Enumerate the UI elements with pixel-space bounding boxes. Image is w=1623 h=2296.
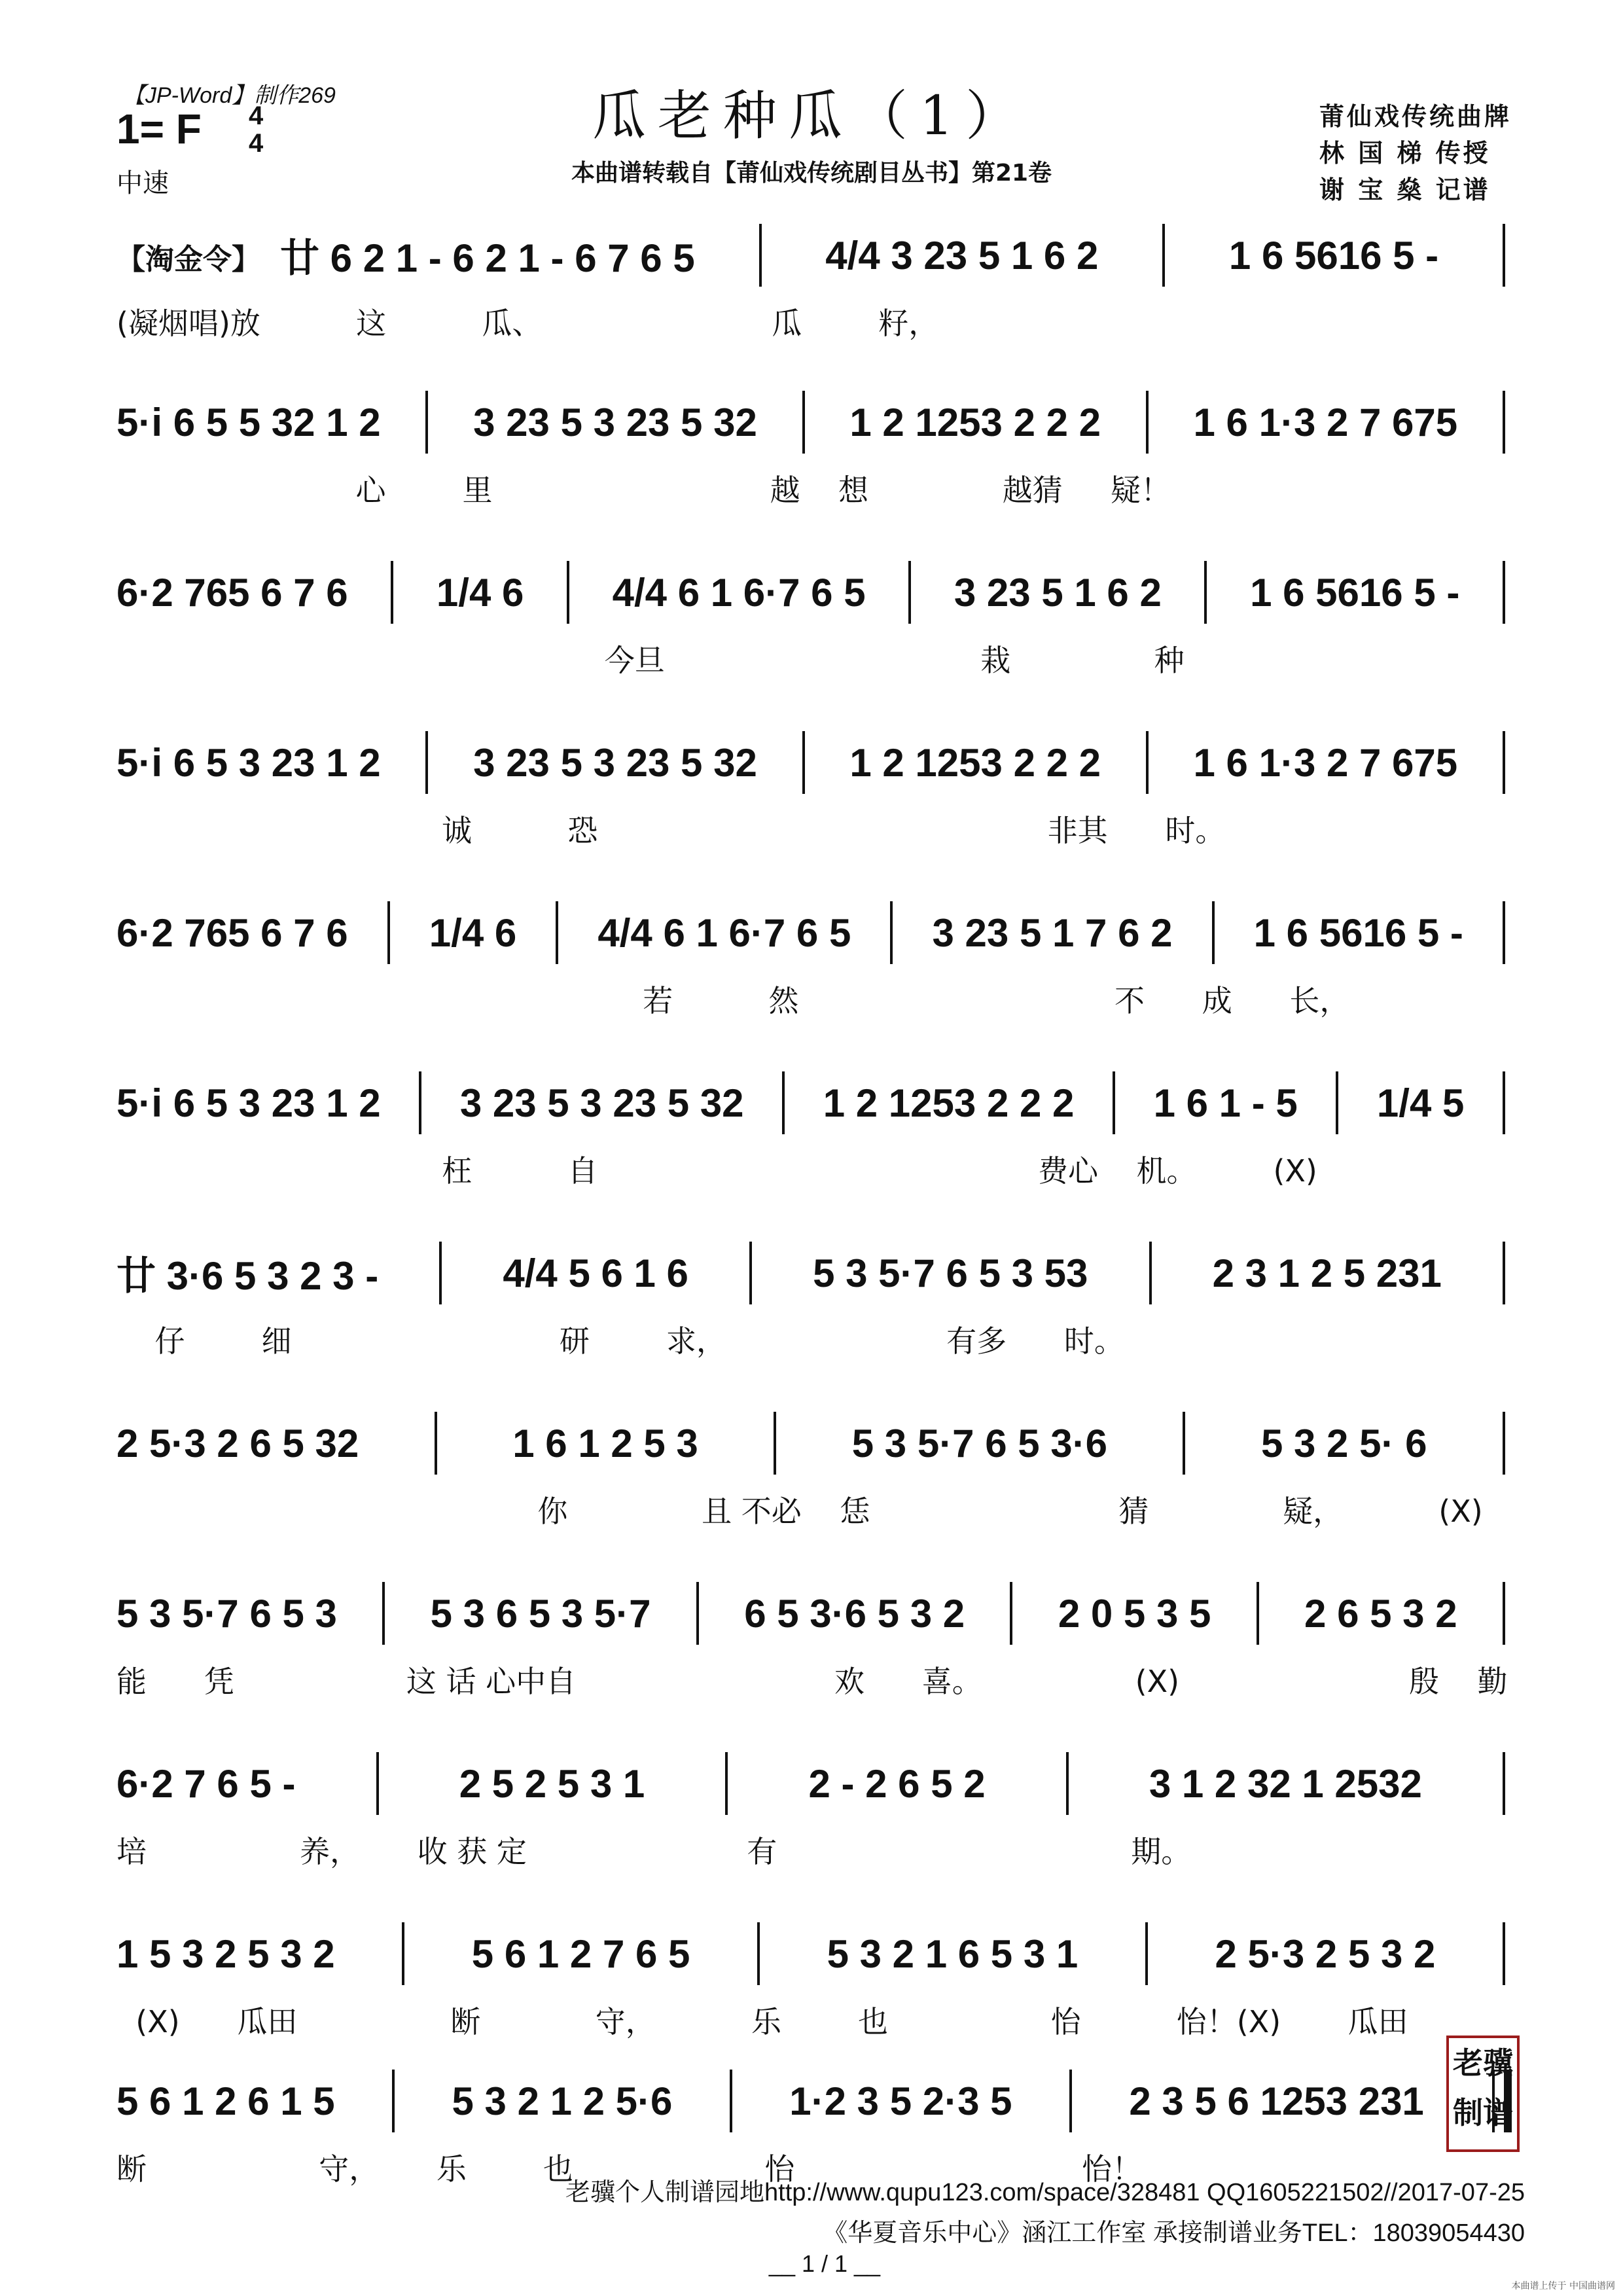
barline [1066,1752,1069,1815]
notation-line [116,893,1512,972]
barline [1146,391,1149,454]
measure: 4/4 6 1 6·7 6 5 [612,570,866,615]
barline [1503,731,1505,794]
measure: 2 5·3 2 6 5 32 [116,1421,359,1465]
barline [759,224,762,287]
measure: 3 23 5 1 6 2 [954,570,1162,615]
barline [757,1922,760,1985]
lyrics-line: 你 且 不必 恁 猜 疑， (X) [116,1494,1483,1529]
barline [387,901,390,964]
measure: 6 5 3·6 5 3 2 [744,1591,965,1636]
measure: 6·2 765 6 7 6 [116,910,348,955]
measure: 4/4 6 1 6·7 6 5 [597,910,851,955]
barline [419,1071,421,1134]
barline [402,1922,404,1985]
barline [1113,1071,1115,1134]
lyrics-line: 枉 自 费心 机。 (X) [116,1153,1317,1189]
barline [1149,1242,1152,1304]
barline [1503,1922,1505,1985]
measure: 1 6 1·3 2 7 675 [1193,740,1458,785]
measure: 廿 6 2 1 - 6 2 1 - 6 7 6 5 [280,236,695,280]
measure: 5 3 2 5· 6 [1260,1421,1427,1465]
measure: 1/4 6 [436,570,524,615]
measure: 5 3 2 1 2 5·6 [452,2079,673,2123]
notation-line [116,1744,1512,1823]
barline [1503,1242,1505,1304]
barline [908,561,911,624]
notation-line [116,553,1512,632]
measure: 1 6 5616 5 - [1250,570,1460,615]
uploader-note: 本曲谱上传于 中国曲谱网 [1511,2281,1615,2291]
barline [1336,1071,1338,1134]
measure: 5 3 5·7 6 5 3 [116,1591,337,1636]
credit-line-3: 谢 宝 燊 记谱 [1319,175,1491,204]
barline [376,1752,379,1815]
measure: 3 23 5 3 23 5 32 [473,400,757,444]
barline [1212,901,1215,964]
measure: 2 0 5 3 5 [1058,1591,1211,1636]
measure: 4/4 5 6 1 6 [503,1251,688,1295]
page-number: __ 1 / 1 __ [768,2250,881,2277]
meter-bottom: 4 [249,129,264,158]
barline [1010,1582,1012,1645]
barline [749,1242,752,1304]
measure: 1 2 1253 2 2 2 [823,1081,1075,1125]
lyrics-line: 断 守， 乐 也 怡 怡！ [116,2151,1143,2187]
barline [1503,391,1505,454]
notation-line [116,1404,1512,1482]
measure: 1/4 6 [429,910,517,955]
lyrics-line: 能 凭 这 话 心中自 欢 喜。 (X) 殷 勤 [116,1664,1508,1699]
barline [802,731,805,794]
barline [556,901,558,964]
measure: 廿 3·6 5 3 2 3 - [116,1254,379,1298]
measure: 2 6 5 3 2 [1304,1591,1457,1636]
measure: 3 1 2 32 1 2532 [1149,1761,1422,1806]
lyrics-line: 仔 细 研 求， 有多 时。 [116,1323,1124,1359]
measure: 5 6 1 2 7 6 5 [471,1931,690,1976]
measure: 2 5 2 5 3 1 [459,1761,645,1806]
measure: 1 6 5616 5 - [1228,233,1439,278]
lyrics-line: 心 里 越 想 越猜 疑！ [116,473,1171,508]
lyrics-line: (X) 瓜田 断 守， 乐 也 怡 怡！(X) 瓜田 [116,2004,1408,2039]
measure: 1 2 1253 2 2 2 [849,740,1101,785]
measure: 1·2 3 5 2·3 5 [789,2079,1012,2123]
barline [696,1582,699,1645]
notation-line [116,1574,1512,1653]
measure: 1 6 1 - 5 [1153,1081,1298,1125]
measure: 6·2 765 6 7 6 [116,570,348,615]
credits-block [1319,98,1512,208]
barline [1503,901,1505,964]
stamp-line-1: 老骥 [1453,2045,1513,2081]
measure: 5 6 1 2 6 1 5 [116,2079,335,2123]
notation-line [116,383,1512,461]
measure: 1 6 1·3 2 7 675 [1193,400,1458,444]
barline [439,1242,442,1304]
barline [1146,731,1149,794]
barline [1503,561,1505,624]
measure: 3 23 5 1 7 6 2 [932,910,1173,955]
measure: 3 23 5 3 23 5 32 [473,740,757,785]
measure: 5 3 5·7 6 5 3 53 [813,1251,1088,1295]
barline [802,391,805,454]
tune-label: 【淘金令】 [116,243,260,276]
barline [1503,1582,1505,1645]
measure: 2 - 2 6 5 2 [808,1761,986,1806]
measure: 2 3 5 6 1253 231 [1129,2079,1435,2123]
barline [782,1071,785,1134]
notation-line [116,723,1512,802]
lyrics-line: 今旦 栽 种 [116,643,1185,678]
footer-website: 老骥个人制谱园地http://www.qupu123.com/space/328481 QQ1605221502//2017-07-25 [565,2179,1525,2206]
credit-line-1: 莆仙戏传统曲牌 [1319,102,1512,131]
source-note: 本曲谱转载自【莆仙戏传统剧目丛书】第21卷 [571,160,1052,187]
measure: 5 3 5·7 6 5 3·6 [851,1421,1108,1465]
credit-line-2: 林 国 梯 传授 [1319,139,1491,168]
barline [435,1412,437,1475]
measure: 2 5·3 2 5 3 2 [1215,1931,1436,1976]
barline [725,1752,728,1815]
barline [425,731,428,794]
measure: 1 5 3 2 5 3 2 [116,1931,335,1976]
lyrics-line: 若 然 不 成 长， [116,983,1350,1018]
footer-studio: 《华夏音乐中心》涵江工作室 承接制谱业务TEL：18039054430 [823,2219,1525,2247]
barline [1162,224,1165,287]
barline [392,2070,395,2132]
lyrics-line: 培 养， 收 获 定 有 期。 [116,1834,1192,1869]
barline [391,561,393,624]
meter-top: 4 [249,101,264,130]
key-signature: 1= F [116,105,202,152]
lyrics-line: (凝烟唱)放 这 瓜、 瓜 籽， [116,306,939,341]
barline [1183,1412,1185,1475]
barline [567,561,569,624]
barline [1069,2070,1072,2132]
measure: 6·2 7 6 5 - [116,1761,296,1806]
barline [1503,1412,1505,1475]
stamp-line-2: 制谱 [1453,2095,1513,2130]
barline [1257,1582,1259,1645]
page-title: 瓜老种瓜（1） [592,85,1031,147]
measure: 5·i 6 5 5 32 1 2 [116,400,381,444]
tempo-marking: 中速 [116,168,169,198]
measure: 5 3 2 1 6 5 3 1 [827,1931,1079,1976]
measure: 5·i 6 5 3 23 1 2 [116,1081,381,1125]
measure: 1 2 1253 2 2 2 [849,400,1101,444]
barline [774,1412,776,1475]
barline [1503,1752,1505,1815]
measure: 5 3 6 5 3 5·7 [430,1591,651,1636]
notation-line [116,1914,1512,1993]
notation-line [116,2062,1512,2140]
measure: 1/4 5 [1376,1081,1465,1125]
notation-line [116,1234,1512,1312]
barline [425,391,428,454]
barline [1204,561,1207,624]
maker-stamp [1446,2036,1520,2152]
barline [890,901,893,964]
barline [730,2070,732,2132]
measure: 2 3 1 2 5 231 [1212,1251,1442,1295]
barline [1145,1922,1148,1985]
barline [1503,1071,1505,1134]
lyrics-line: 诚 恐 非其 时。 [116,813,1226,848]
notation-line [116,1064,1512,1142]
credit-text: 【JP-Word】制作269 [123,83,336,108]
notation-line [280,216,1512,295]
measure: 1 6 1 2 5 3 [512,1421,698,1465]
barline [1503,224,1505,287]
measure: 1 6 5616 5 - [1253,910,1463,955]
measure: 3 23 5 3 23 5 32 [459,1081,744,1125]
barline [382,1582,385,1645]
measure: 4/4 3 23 5 1 6 2 [825,233,1099,278]
measure: 5·i 6 5 3 23 1 2 [116,740,381,785]
